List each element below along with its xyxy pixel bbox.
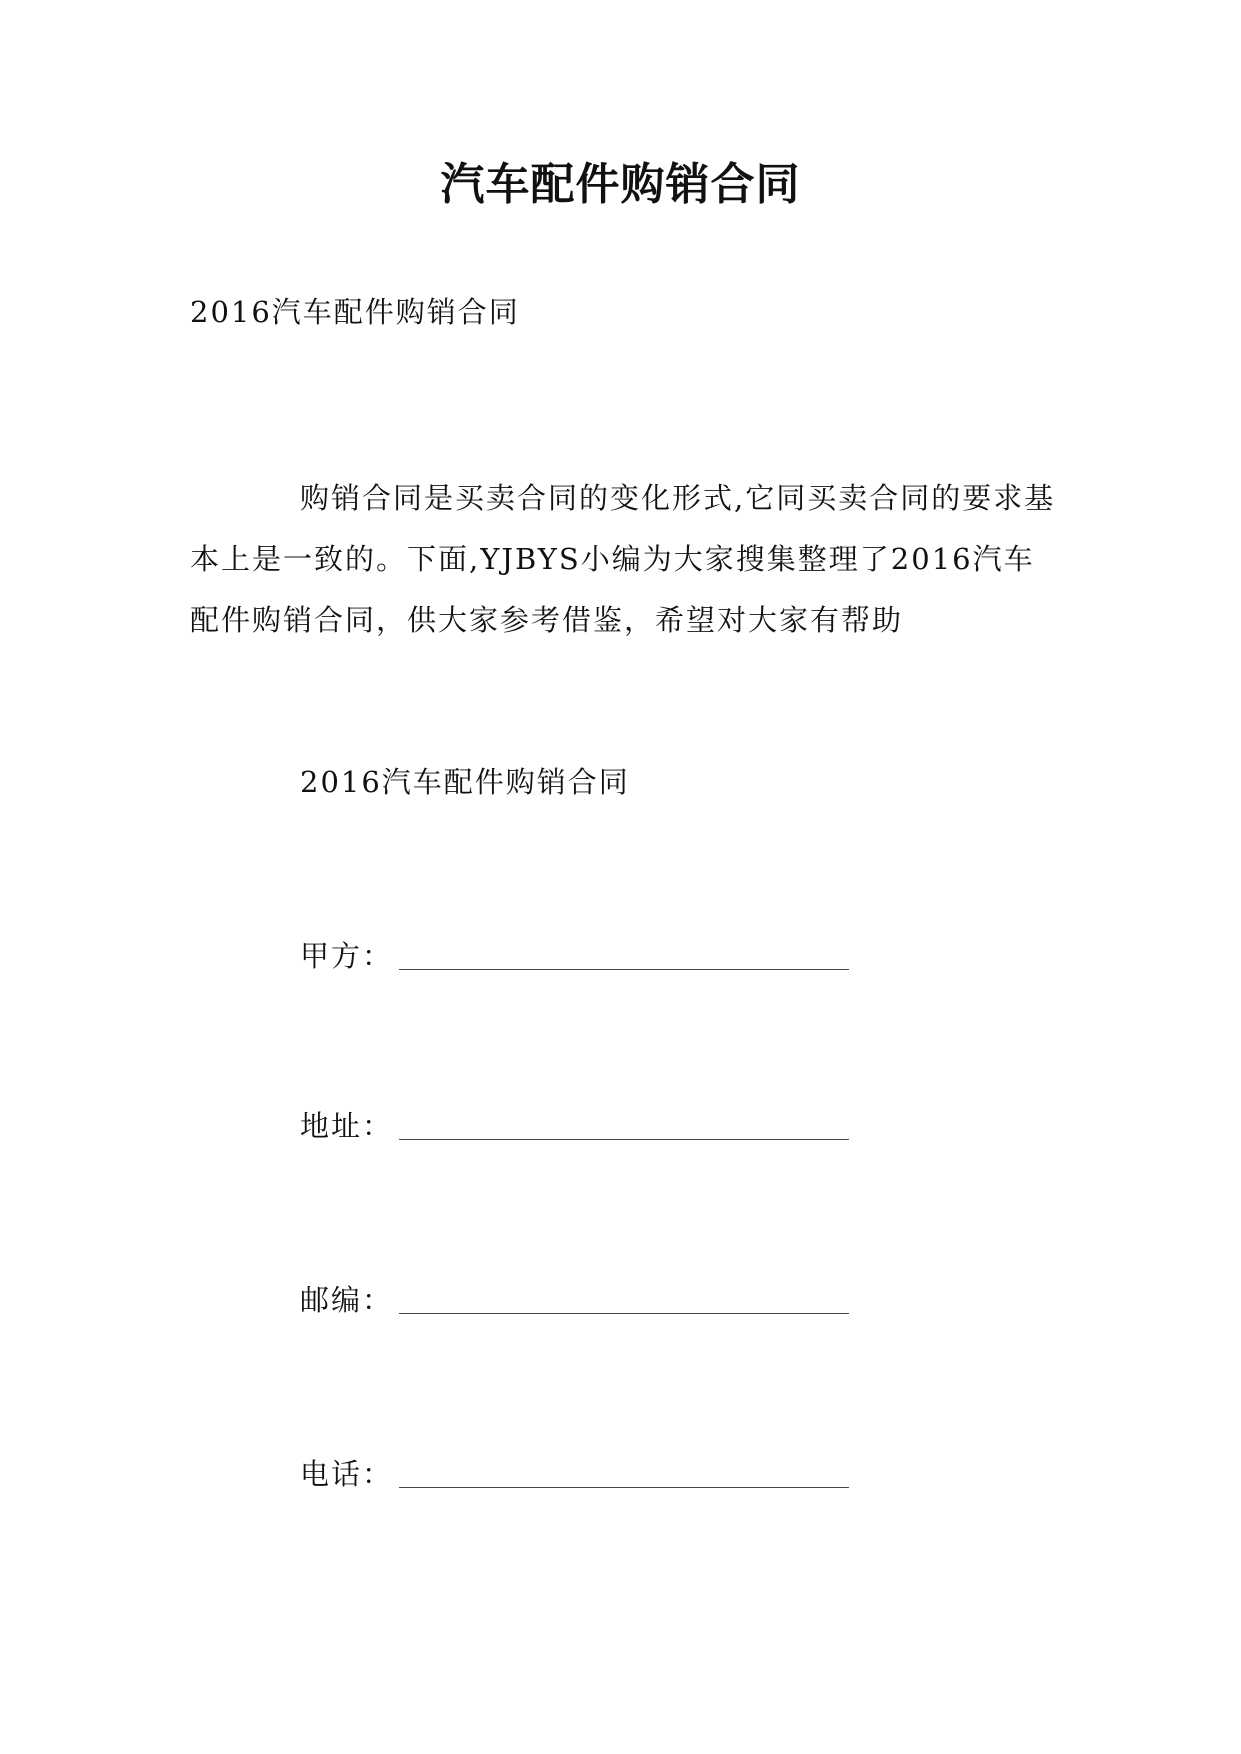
intro-paragraph	[190, 468, 1060, 651]
party-a-blank	[399, 941, 849, 970]
field-phone	[300, 1454, 849, 1498]
postcode-blank	[399, 1285, 849, 1314]
phone-blank	[399, 1459, 849, 1488]
field-label-phone: 电话：	[300, 1457, 394, 1491]
field-party-a	[300, 936, 849, 980]
intro-text: 购销合同是买卖合同的变化形式,它同买卖合同的要求基本上是一致的。下面,YJBYS小编为大家搜集整理了2016汽车配件购销合同，供大家参考借鉴，希望对大家有帮助	[190, 481, 1056, 637]
field-postcode	[300, 1280, 849, 1324]
document-title: 汽车配件购销合同	[440, 159, 801, 210]
field-label-party-a: 甲方：	[300, 939, 394, 973]
address-blank	[399, 1111, 849, 1140]
field-label-postcode: 邮编：	[300, 1283, 394, 1317]
field-address	[300, 1106, 849, 1150]
document-subtitle: 2016汽车配件购销合同	[190, 295, 520, 329]
contract-heading: 2016汽车配件购销合同	[300, 765, 630, 799]
field-label-address: 地址：	[300, 1109, 394, 1143]
